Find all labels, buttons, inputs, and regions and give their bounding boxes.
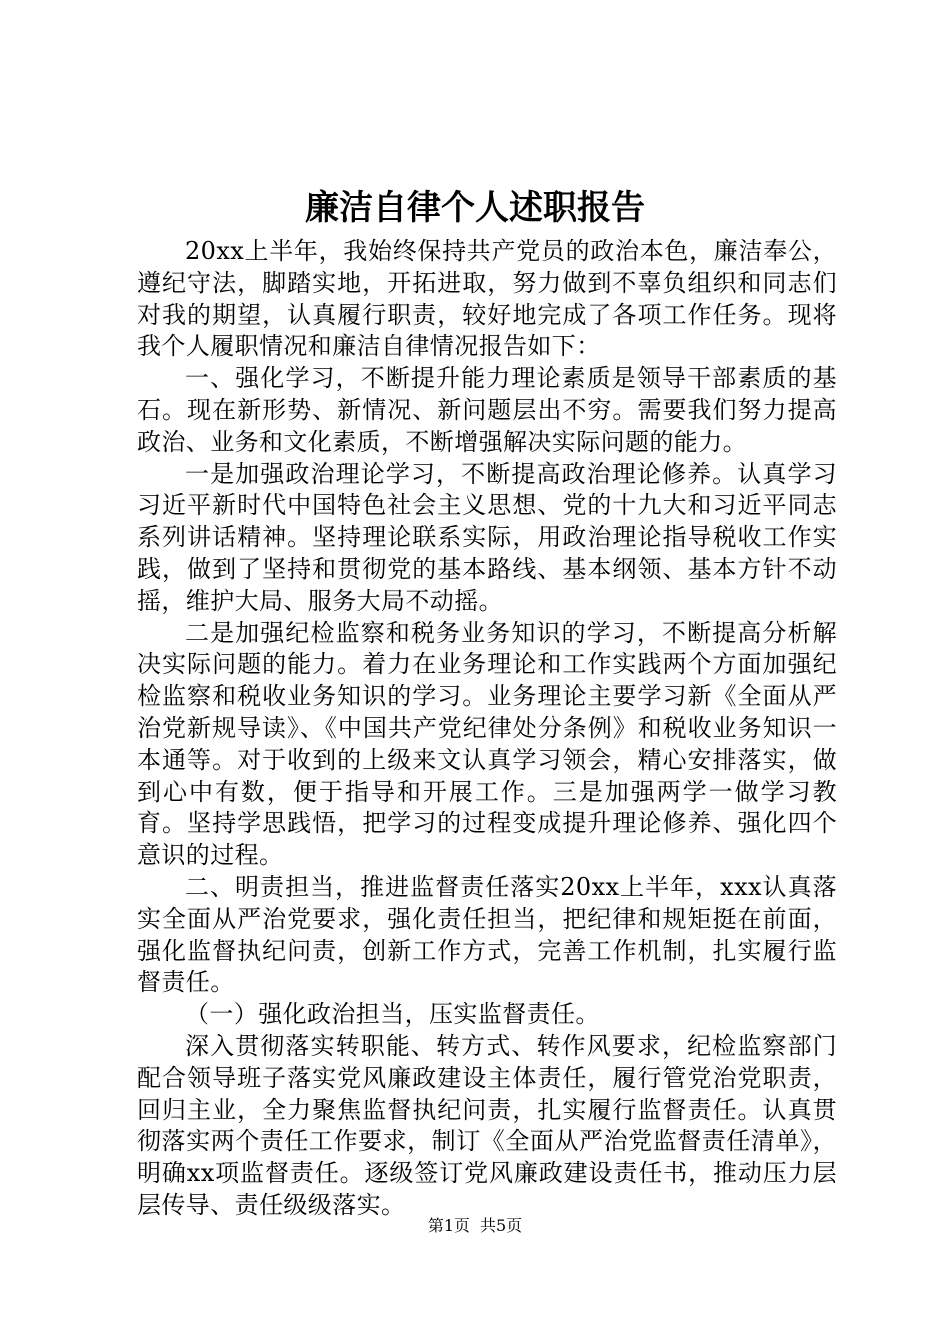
paragraph-business-study: 二是加强纪检监察和税务业务知识的学习，不断提高分析解决实际问题的能力。着力在业务理论和工作实践两个方面加强纪检监察和税收业务知识的学习。业务理论主要学习新《全面从严治党新规导读》、《中国共产党纪律处分条例》和税收业务知识一本通等。对于收到的上级来文认真学习领会，精心安排落实，做到心中有数，便于指导和开展工作。三是加强两学一做学习教育。坚持学思践悟，把学习的过程变成提升理论修养、强化四个意识的过程。 xyxy=(137,618,837,870)
paragraph-section-2: 二、明责担当，推进监督责任落实20xx上半年，xxx认真落实全面从严治党要求，强化责任担当，把纪律和规矩挺在前面，强化监督执纪问责，创新工作方式，完善工作机制，扎实履行监督责任。 xyxy=(137,872,837,997)
paragraph-supervision: 深入贯彻落实转职能、转方式、转作风要求，纪检监察部门配合领导班子落实党风廉政建设主体责任，履行管党治党职责，回归主业，全力聚焦监督执纪问责，扎实履行监督责任。认真贯彻落实两个责任工作要求，制订《全面从严治党监督责任清单》，明确xx项监督责任。逐级签订党风廉政建设责任书，推动压力层层传导、责任级级落实。 xyxy=(137,1031,837,1219)
paragraph-section-1: 一、强化学习，不断提升能力理论素质是领导干部素质的基石。现在新形势、新情况、新问题层出不穷。需要我们努力提高政治、业务和文化素质，不断增强解决实际问题的能力。 xyxy=(137,364,837,456)
page-footer xyxy=(0,1215,950,1237)
page-number: 第1页 xyxy=(427,1216,470,1235)
paragraph-political-study: 一是加强政治理论学习，不断提高政治理论修养。认真学习习近平新时代中国特色社会主义思想、党的十九大和习近平同志系列讲话精神。坚持理论联系实际，用政治理论指导税收工作实践，做到了坚持和贯彻党的基本路线、基本纲领、基本方针不动摇，维护大局、服务大局不动摇。 xyxy=(137,459,837,615)
page-total: 共5页 xyxy=(480,1216,523,1235)
paragraph-intro: 20xx上半年，我始终保持共产党员的政治本色，廉洁奉公，遵纪守法，脚踏实地，开拓进取，努力做到不辜负组织和同志们对我的期望，认真履行职责，较好地完成了各项工作任务。现将我个人履职情况和廉洁自律情况报告如下： xyxy=(137,237,837,361)
document-body xyxy=(137,236,837,1222)
paragraph-subheading-1: （一）强化政治担当，压实监督责任。 xyxy=(185,1000,600,1029)
document-title: 廉洁自律个人述职报告 xyxy=(305,188,645,228)
